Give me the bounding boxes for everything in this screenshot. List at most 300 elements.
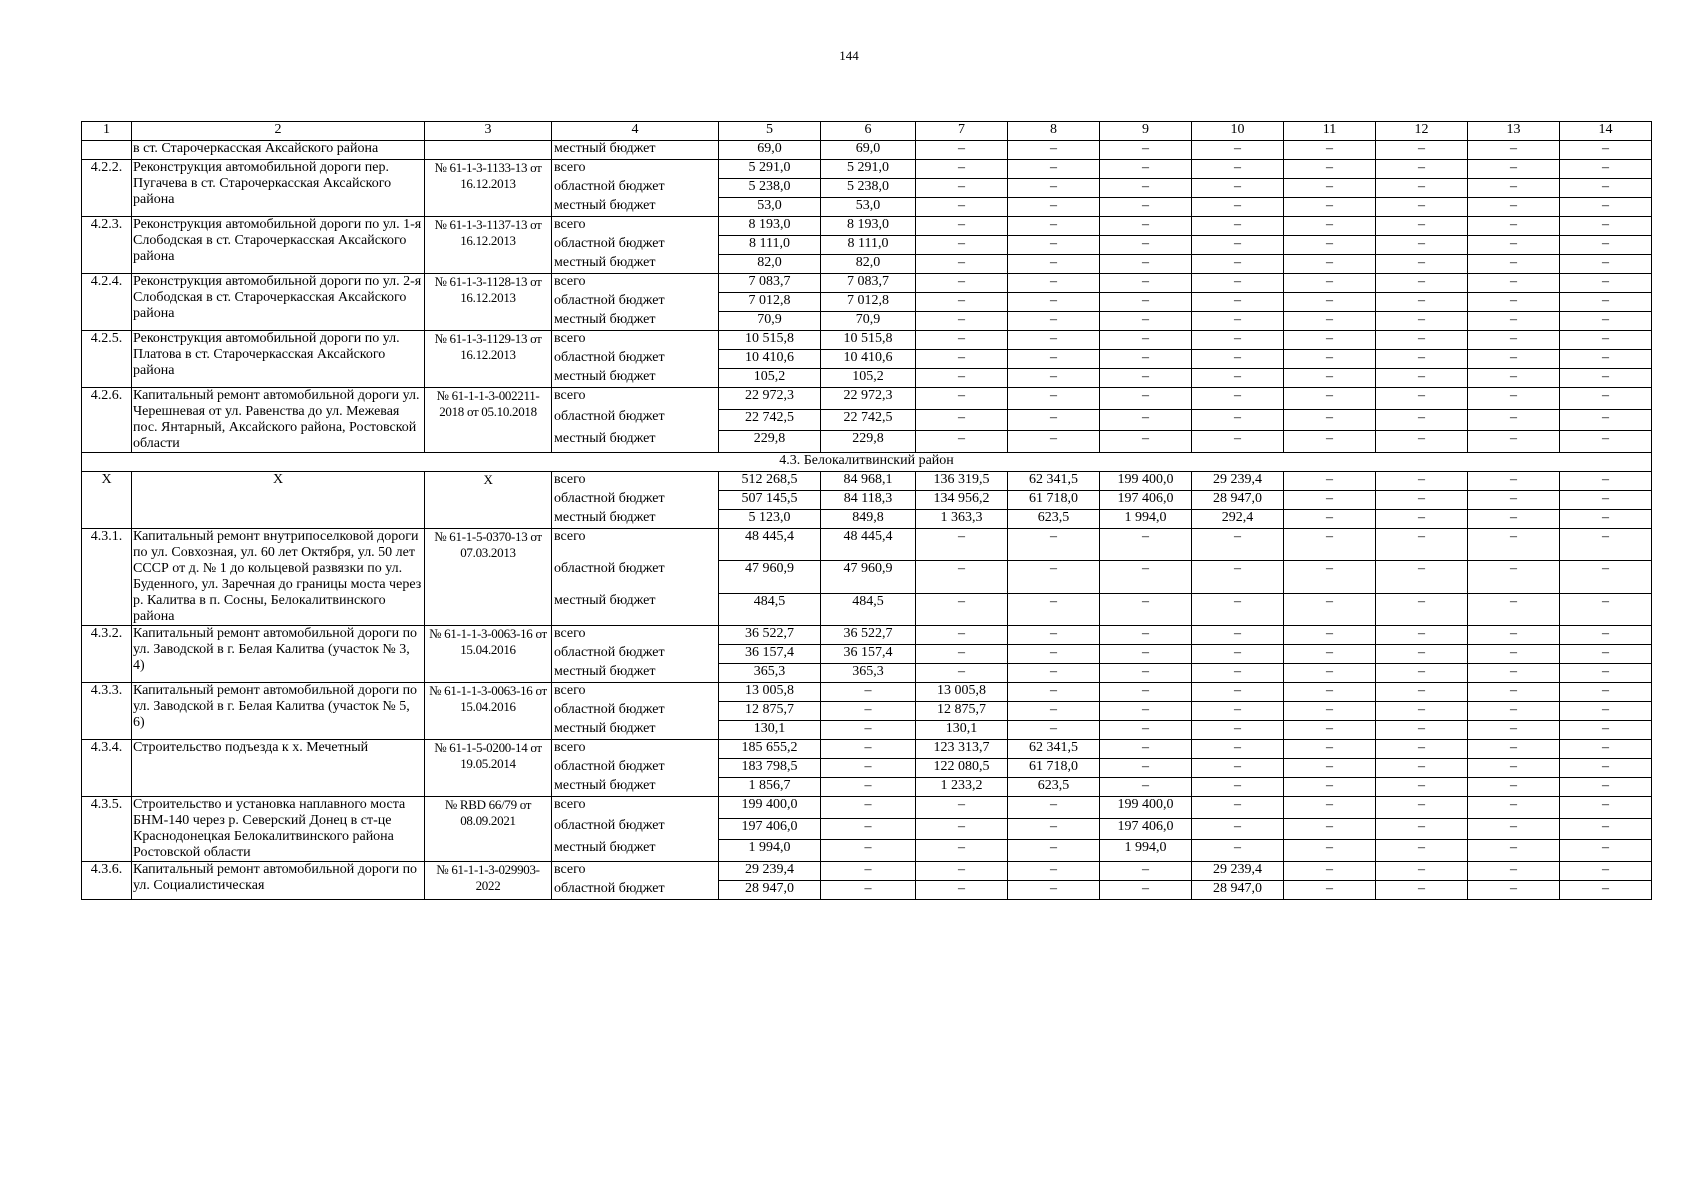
value-cell: – xyxy=(1192,160,1284,179)
value-cell: – xyxy=(916,160,1008,179)
funding-source: областной бюджет xyxy=(552,702,719,721)
value-cell: 197 406,0 xyxy=(1100,818,1192,840)
funding-source: всего xyxy=(552,160,719,179)
value-cell: – xyxy=(1192,626,1284,645)
value-cell: – xyxy=(1008,818,1100,840)
value-cell: – xyxy=(1008,664,1100,683)
value-cell: 5 291,0 xyxy=(821,160,916,179)
value-cell: – xyxy=(1468,350,1560,369)
header-cell: 2 xyxy=(132,122,425,141)
value-cell: 197 406,0 xyxy=(719,818,821,840)
funding-source: областной бюджет xyxy=(552,561,719,593)
value-cell: – xyxy=(1468,431,1560,453)
value-cell: – xyxy=(1284,683,1376,702)
value-cell: – xyxy=(916,593,1008,625)
value-cell: – xyxy=(916,664,1008,683)
value-cell: – xyxy=(1284,331,1376,350)
value-cell: 199 400,0 xyxy=(1100,797,1192,819)
value-cell: – xyxy=(1100,740,1192,759)
value-cell: – xyxy=(1192,274,1284,293)
value-cell: – xyxy=(1008,312,1100,331)
value-cell: – xyxy=(1468,179,1560,198)
value-cell: – xyxy=(916,797,1008,819)
value-cell: – xyxy=(1100,431,1192,453)
value-cell: 5 123,0 xyxy=(719,510,821,529)
item-name: Строительство и установка наплавного моста БНМ-140 через р. Северский Донец в ст-це Краснодонецкая Белокалитвинского района Ростовской области xyxy=(132,797,425,862)
value-cell: 29 239,4 xyxy=(1192,472,1284,491)
value-cell: – xyxy=(916,561,1008,593)
value-cell: – xyxy=(1008,198,1100,217)
value-cell: – xyxy=(1100,217,1192,236)
value-cell: 36 522,7 xyxy=(719,626,821,645)
value-cell: – xyxy=(1560,350,1652,369)
value-cell: – xyxy=(1376,472,1468,491)
value-cell: – xyxy=(1560,683,1652,702)
value-cell: – xyxy=(1100,645,1192,664)
value-cell: – xyxy=(1192,179,1284,198)
value-cell: 48 445,4 xyxy=(821,529,916,561)
value-cell: – xyxy=(1192,141,1284,160)
value-cell: 70,9 xyxy=(821,312,916,331)
value-cell: – xyxy=(1284,236,1376,255)
item-name: Строительство подъезда к х. Мечетный xyxy=(132,740,425,797)
section-title: 4.3. Белокалитвинский район xyxy=(82,453,1652,472)
value-cell: 1 994,0 xyxy=(719,840,821,862)
value-cell: – xyxy=(1560,881,1652,900)
value-cell: – xyxy=(1192,529,1284,561)
value-cell: – xyxy=(1376,198,1468,217)
value-cell: – xyxy=(1284,350,1376,369)
item-document: № 61-1-3-1129-13 от 16.12.2013 xyxy=(425,331,552,388)
value-cell: – xyxy=(1008,840,1100,862)
value-cell: – xyxy=(1192,645,1284,664)
value-cell: – xyxy=(1468,409,1560,431)
value-cell: – xyxy=(1284,431,1376,453)
value-cell: 507 145,5 xyxy=(719,491,821,510)
funding-source: всего xyxy=(552,472,719,491)
value-cell: – xyxy=(1376,141,1468,160)
value-cell: – xyxy=(1468,664,1560,683)
item-document: № 61-1-3-1133-13 от 16.12.2013 xyxy=(425,160,552,217)
value-cell: – xyxy=(1192,369,1284,388)
value-cell: 229,8 xyxy=(821,431,916,453)
header-cell: 9 xyxy=(1100,122,1192,141)
value-cell: 61 718,0 xyxy=(1008,491,1100,510)
value-cell: 53,0 xyxy=(821,198,916,217)
value-cell: – xyxy=(1284,645,1376,664)
header-cell: 12 xyxy=(1376,122,1468,141)
value-cell: – xyxy=(1468,626,1560,645)
value-cell: – xyxy=(1560,510,1652,529)
value-cell: – xyxy=(1008,721,1100,740)
header-cell: 7 xyxy=(916,122,1008,141)
value-cell: – xyxy=(916,217,1008,236)
funding-source: местный бюджет xyxy=(552,778,719,797)
funding-source: местный бюджет xyxy=(552,721,719,740)
value-cell: – xyxy=(1192,217,1284,236)
value-cell: – xyxy=(916,350,1008,369)
table-row xyxy=(82,472,1652,491)
value-cell: – xyxy=(1376,179,1468,198)
value-cell: – xyxy=(1468,217,1560,236)
value-cell: 623,5 xyxy=(1008,778,1100,797)
value-cell: – xyxy=(1284,840,1376,862)
value-cell: – xyxy=(1560,431,1652,453)
value-cell: – xyxy=(916,862,1008,881)
value-cell: 13 005,8 xyxy=(719,683,821,702)
value-cell: – xyxy=(1560,236,1652,255)
value-cell: 47 960,9 xyxy=(821,561,916,593)
value-cell: 1 856,7 xyxy=(719,778,821,797)
value-cell: – xyxy=(1376,797,1468,819)
header-cell: 13 xyxy=(1468,122,1560,141)
value-cell: – xyxy=(1376,702,1468,721)
item-document: № 61-1-3-1128-13 от 16.12.2013 xyxy=(425,274,552,331)
value-cell: – xyxy=(1008,561,1100,593)
item-document: № 61-1-3-1137-13 от 16.12.2013 xyxy=(425,217,552,274)
value-cell: – xyxy=(1468,778,1560,797)
value-cell: 29 239,4 xyxy=(719,862,821,881)
value-cell: 183 798,5 xyxy=(719,759,821,778)
value-cell: – xyxy=(1100,759,1192,778)
value-cell: – xyxy=(1008,350,1100,369)
value-cell: 229,8 xyxy=(719,431,821,453)
table-row xyxy=(82,862,1652,881)
value-cell: – xyxy=(1376,862,1468,881)
value-cell: – xyxy=(1284,179,1376,198)
value-cell: – xyxy=(1560,491,1652,510)
value-cell: – xyxy=(1376,561,1468,593)
value-cell: – xyxy=(1284,778,1376,797)
value-cell: – xyxy=(1468,529,1560,561)
value-cell: 292,4 xyxy=(1192,510,1284,529)
value-cell: – xyxy=(1100,350,1192,369)
value-cell: – xyxy=(1192,593,1284,625)
item-name: Реконструкция автомобильной дороги по ул. Платова в ст. Старочеркасская Аксайского района xyxy=(132,331,425,388)
value-cell: – xyxy=(1376,593,1468,625)
value-cell: 199 400,0 xyxy=(1100,472,1192,491)
value-cell: – xyxy=(1192,198,1284,217)
funding-source: местный бюджет xyxy=(552,840,719,862)
value-cell: – xyxy=(1560,645,1652,664)
value-cell: – xyxy=(916,236,1008,255)
value-cell: – xyxy=(1560,778,1652,797)
value-cell: – xyxy=(1192,702,1284,721)
value-cell: – xyxy=(1100,561,1192,593)
value-cell: – xyxy=(916,179,1008,198)
value-cell: – xyxy=(1100,721,1192,740)
value-cell: – xyxy=(916,293,1008,312)
value-cell: 12 875,7 xyxy=(916,702,1008,721)
value-cell: – xyxy=(1100,141,1192,160)
value-cell: – xyxy=(1192,293,1284,312)
value-cell: – xyxy=(1560,593,1652,625)
value-cell: – xyxy=(1008,683,1100,702)
value-cell: 199 400,0 xyxy=(719,797,821,819)
table-row xyxy=(82,274,1652,293)
value-cell: – xyxy=(1284,312,1376,331)
value-cell: – xyxy=(1284,141,1376,160)
item-number: 4.2.3. xyxy=(82,217,132,274)
value-cell: – xyxy=(1376,778,1468,797)
value-cell: – xyxy=(1468,274,1560,293)
funding-source: всего xyxy=(552,862,719,881)
value-cell: – xyxy=(1008,236,1100,255)
value-cell: – xyxy=(1560,740,1652,759)
value-cell: – xyxy=(1376,350,1468,369)
funding-source: всего xyxy=(552,274,719,293)
value-cell: 70,9 xyxy=(719,312,821,331)
header-cell: 5 xyxy=(719,122,821,141)
value-cell: – xyxy=(1192,561,1284,593)
value-cell: – xyxy=(1376,331,1468,350)
value-cell: – xyxy=(1008,160,1100,179)
item-name: Капитальный ремонт автомобильной дороги по ул. Заводской в г. Белая Калитва (участок № 3, 4) xyxy=(132,626,425,683)
value-cell: – xyxy=(1376,683,1468,702)
value-cell: – xyxy=(1468,331,1560,350)
value-cell: – xyxy=(1468,593,1560,625)
value-cell: – xyxy=(1560,862,1652,881)
value-cell: – xyxy=(1008,331,1100,350)
value-cell: – xyxy=(1284,797,1376,819)
value-cell: – xyxy=(1376,312,1468,331)
value-cell: – xyxy=(1376,293,1468,312)
value-cell: 12 875,7 xyxy=(719,702,821,721)
value-cell: – xyxy=(1284,255,1376,274)
value-cell: – xyxy=(1008,702,1100,721)
value-cell: 1 994,0 xyxy=(1100,840,1192,862)
value-cell: 62 341,5 xyxy=(1008,472,1100,491)
value-cell: 84 968,1 xyxy=(821,472,916,491)
value-cell: 5 238,0 xyxy=(821,179,916,198)
value-cell: – xyxy=(1192,664,1284,683)
value-cell: – xyxy=(1468,472,1560,491)
value-cell: 8 193,0 xyxy=(719,217,821,236)
item-number: 4.3.1. xyxy=(82,529,132,626)
item-name: Реконструкция автомобильной дороги по ул. 1-я Слободская в ст. Старочеркасская Аксайского района xyxy=(132,217,425,274)
value-cell: 365,3 xyxy=(821,664,916,683)
value-cell: – xyxy=(916,331,1008,350)
funding-source: областной бюджет xyxy=(552,645,719,664)
value-cell: 7 012,8 xyxy=(719,293,821,312)
item-document xyxy=(425,141,552,160)
value-cell: – xyxy=(1008,797,1100,819)
header-row xyxy=(82,122,1652,141)
value-cell: – xyxy=(821,721,916,740)
value-cell: – xyxy=(1468,702,1560,721)
value-cell: – xyxy=(1192,388,1284,410)
header-cell: 14 xyxy=(1560,122,1652,141)
value-cell: – xyxy=(1192,840,1284,862)
value-cell: – xyxy=(1192,818,1284,840)
funding-source: всего xyxy=(552,529,719,561)
value-cell: 130,1 xyxy=(916,721,1008,740)
value-cell: – xyxy=(1008,179,1100,198)
value-cell: – xyxy=(1468,759,1560,778)
header-cell: 4 xyxy=(552,122,719,141)
value-cell: – xyxy=(1560,331,1652,350)
item-name: Капитальный ремонт автомобильной дороги ул. Черешневая от ул. Равенства до ул. Межевая пос. Янтарный, Аксайского района, Ростовской области xyxy=(132,388,425,453)
table-row xyxy=(82,160,1652,179)
value-cell: – xyxy=(1468,683,1560,702)
funding-source: всего xyxy=(552,388,719,410)
value-cell: – xyxy=(1468,388,1560,410)
value-cell: – xyxy=(1560,293,1652,312)
value-cell: – xyxy=(1376,236,1468,255)
value-cell: – xyxy=(1468,797,1560,819)
value-cell: 136 319,5 xyxy=(916,472,1008,491)
value-cell: – xyxy=(1284,274,1376,293)
value-cell: 13 005,8 xyxy=(916,683,1008,702)
value-cell: – xyxy=(916,818,1008,840)
value-cell: 47 960,9 xyxy=(719,561,821,593)
value-cell: – xyxy=(1468,645,1560,664)
value-cell: 22 742,5 xyxy=(821,409,916,431)
item-number: 4.3.4. xyxy=(82,740,132,797)
value-cell: – xyxy=(1284,626,1376,645)
funding-source: областной бюджет xyxy=(552,409,719,431)
value-cell: – xyxy=(916,369,1008,388)
value-cell: – xyxy=(1468,236,1560,255)
value-cell: – xyxy=(1468,510,1560,529)
value-cell: 53,0 xyxy=(719,198,821,217)
value-cell: – xyxy=(1284,593,1376,625)
value-cell: – xyxy=(1468,840,1560,862)
value-cell: – xyxy=(1008,881,1100,900)
value-cell: – xyxy=(916,198,1008,217)
value-cell: – xyxy=(1100,312,1192,331)
item-number: 4.2.4. xyxy=(82,274,132,331)
value-cell: – xyxy=(1468,491,1560,510)
value-cell: – xyxy=(1284,160,1376,179)
value-cell: – xyxy=(1560,529,1652,561)
value-cell: 22 742,5 xyxy=(719,409,821,431)
value-cell: 8 111,0 xyxy=(719,236,821,255)
item-document: № RBD 66/79 от 08.09.2021 xyxy=(425,797,552,862)
funding-source: местный бюджет xyxy=(552,664,719,683)
value-cell: – xyxy=(916,312,1008,331)
item-number: 4.2.2. xyxy=(82,160,132,217)
value-cell: – xyxy=(1560,141,1652,160)
value-cell: 130,1 xyxy=(719,721,821,740)
value-cell: – xyxy=(1468,721,1560,740)
value-cell: – xyxy=(1100,236,1192,255)
value-cell: 105,2 xyxy=(821,369,916,388)
value-cell: 10 515,8 xyxy=(821,331,916,350)
value-cell: – xyxy=(1560,388,1652,410)
funding-source: местный бюджет xyxy=(552,431,719,453)
value-cell: – xyxy=(1560,721,1652,740)
value-cell: – xyxy=(1008,409,1100,431)
value-cell: – xyxy=(821,862,916,881)
value-cell: – xyxy=(1284,862,1376,881)
value-cell: – xyxy=(1560,626,1652,645)
value-cell: – xyxy=(1376,431,1468,453)
value-cell: – xyxy=(1468,561,1560,593)
value-cell: 1 363,3 xyxy=(916,510,1008,529)
funding-source: местный бюджет xyxy=(552,198,719,217)
value-cell: – xyxy=(1284,217,1376,236)
item-name: Х xyxy=(132,472,425,529)
value-cell: – xyxy=(1560,797,1652,819)
funding-source: областной бюджет xyxy=(552,881,719,900)
item-number xyxy=(82,141,132,160)
budget-table xyxy=(81,121,1652,900)
value-cell: – xyxy=(1008,274,1100,293)
funding-source: всего xyxy=(552,331,719,350)
value-cell: – xyxy=(1192,740,1284,759)
value-cell: – xyxy=(1192,350,1284,369)
value-cell: – xyxy=(1100,179,1192,198)
value-cell: – xyxy=(1376,740,1468,759)
funding-source: всего xyxy=(552,217,719,236)
value-cell: 82,0 xyxy=(821,255,916,274)
value-cell: – xyxy=(821,702,916,721)
value-cell: 69,0 xyxy=(719,141,821,160)
value-cell: 134 956,2 xyxy=(916,491,1008,510)
value-cell: 7 083,7 xyxy=(821,274,916,293)
value-cell: 1 994,0 xyxy=(1100,510,1192,529)
value-cell: – xyxy=(916,255,1008,274)
value-cell: – xyxy=(1284,293,1376,312)
value-cell: – xyxy=(1284,702,1376,721)
value-cell: 82,0 xyxy=(719,255,821,274)
value-cell: 36 157,4 xyxy=(719,645,821,664)
funding-source: областной бюджет xyxy=(552,179,719,198)
value-cell: 62 341,5 xyxy=(1008,740,1100,759)
value-cell: – xyxy=(1376,217,1468,236)
header-cell: 1 xyxy=(82,122,132,141)
value-cell: – xyxy=(1100,198,1192,217)
value-cell: – xyxy=(916,626,1008,645)
value-cell: 36 157,4 xyxy=(821,645,916,664)
value-cell: – xyxy=(1376,881,1468,900)
value-cell: 22 972,3 xyxy=(719,388,821,410)
value-cell: – xyxy=(1100,626,1192,645)
funding-source: местный бюджет xyxy=(552,141,719,160)
value-cell: – xyxy=(1100,702,1192,721)
value-cell: – xyxy=(1468,369,1560,388)
value-cell: – xyxy=(1008,431,1100,453)
value-cell: – xyxy=(1284,561,1376,593)
value-cell: 122 080,5 xyxy=(916,759,1008,778)
table-row xyxy=(82,217,1652,236)
section-row xyxy=(82,453,1652,472)
value-cell: – xyxy=(1468,862,1560,881)
item-name: Капитальный ремонт автомобильной дороги по ул. Заводской в г. Белая Калитва (участок № 5, 6) xyxy=(132,683,425,740)
value-cell: – xyxy=(1468,160,1560,179)
funding-source: областной бюджет xyxy=(552,293,719,312)
value-cell: – xyxy=(1008,293,1100,312)
value-cell: – xyxy=(1100,369,1192,388)
value-cell: – xyxy=(1192,236,1284,255)
value-cell: – xyxy=(1284,740,1376,759)
value-cell: 197 406,0 xyxy=(1100,491,1192,510)
value-cell: – xyxy=(1100,160,1192,179)
value-cell: 10 410,6 xyxy=(821,350,916,369)
value-cell: 365,3 xyxy=(719,664,821,683)
value-cell: – xyxy=(1376,160,1468,179)
value-cell: – xyxy=(1560,818,1652,840)
value-cell: – xyxy=(821,840,916,862)
value-cell: – xyxy=(1560,702,1652,721)
value-cell: – xyxy=(1560,179,1652,198)
value-cell: – xyxy=(916,409,1008,431)
item-number: 4.2.6. xyxy=(82,388,132,453)
value-cell: – xyxy=(1284,664,1376,683)
value-cell: – xyxy=(1376,274,1468,293)
value-cell: 5 238,0 xyxy=(719,179,821,198)
